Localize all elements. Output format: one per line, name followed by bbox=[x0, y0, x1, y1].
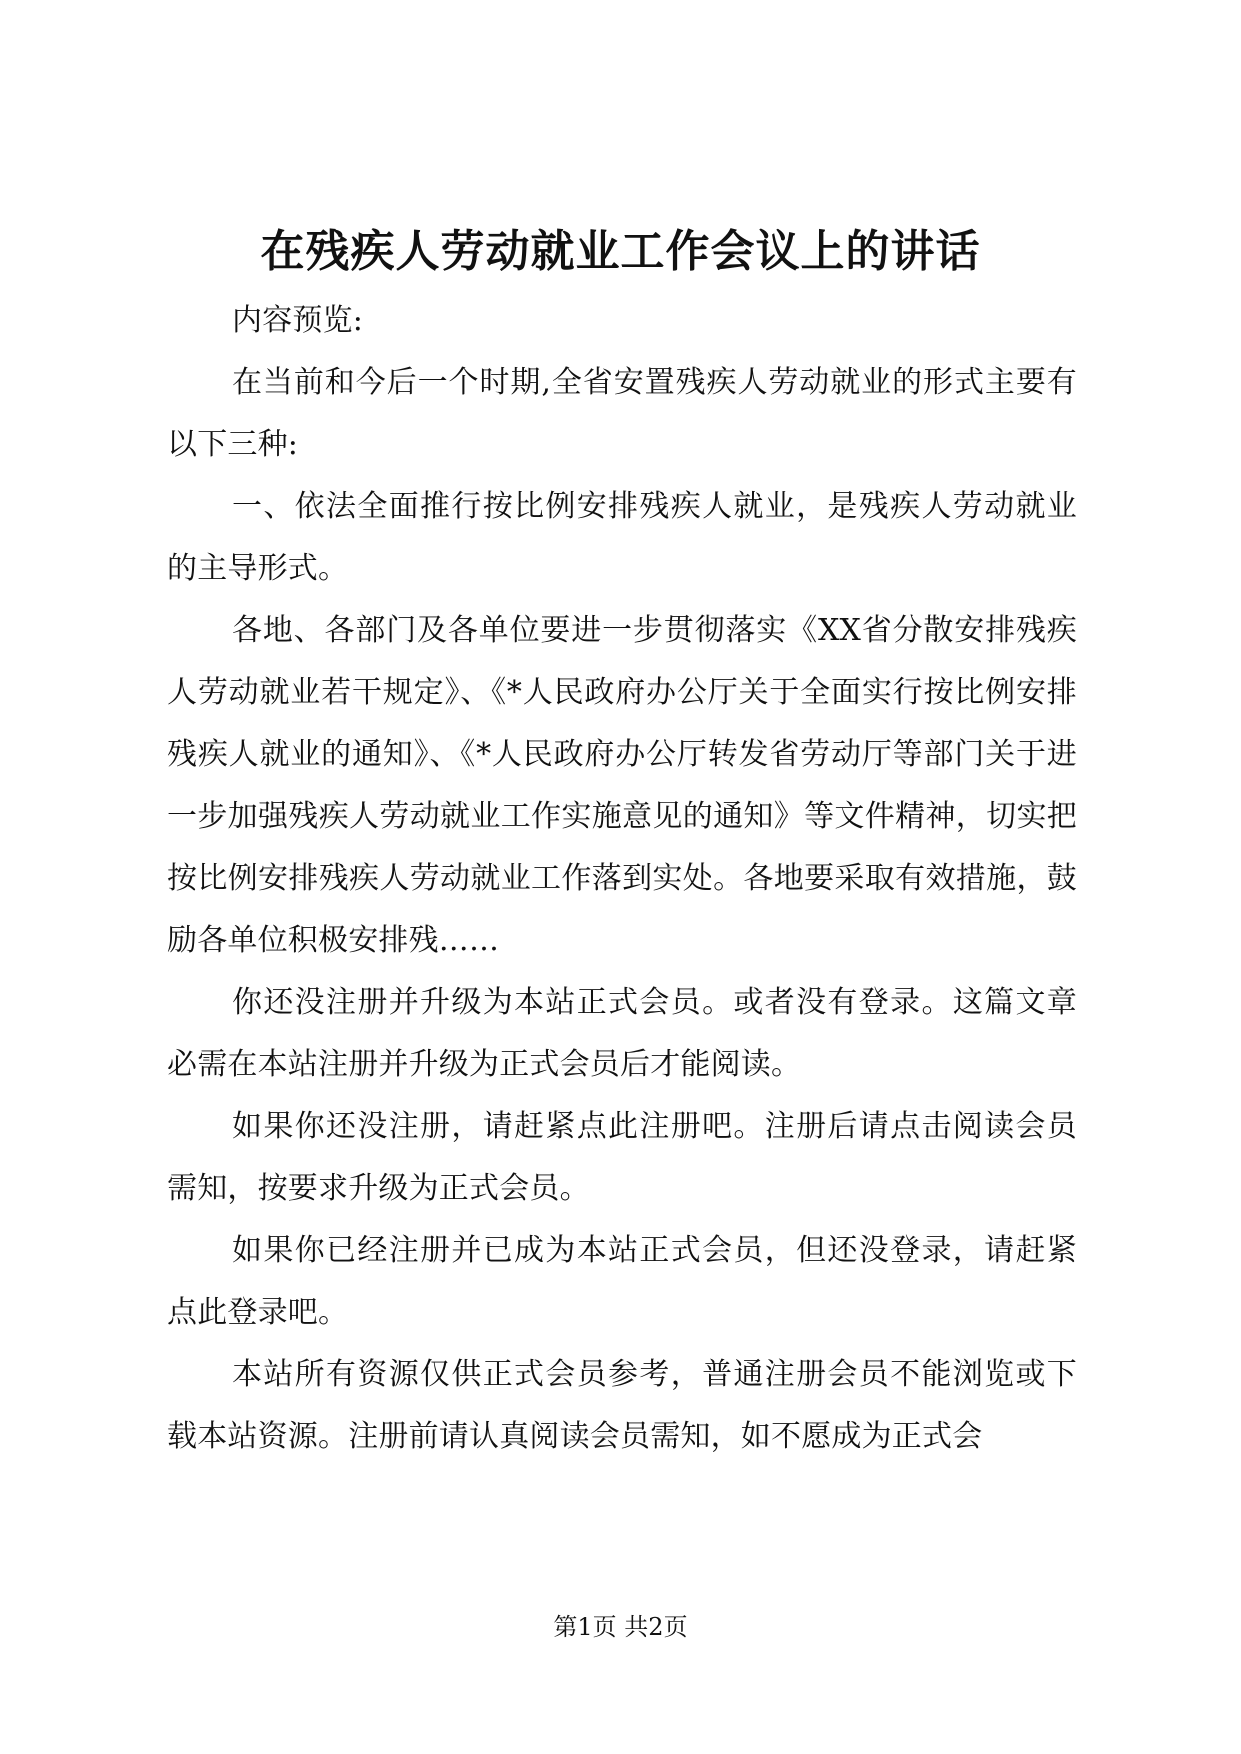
paragraph-resource-notice: 本站所有资源仅供正式会员参考，普通注册会员不能浏览或下载本站资源。注册前请认真阅读会员需知，如不愿成为正式会 bbox=[167, 1357, 1077, 1454]
paragraph-policy: 各地、各部门及各单位要进一步贯彻落实《XX省分散安排残疾人劳动就业若干规定》、《*人民政府办公厅关于全面实行按比例安排残疾人就业的通知》、《*人民政府办公厅转发省劳动厅等部门关于进一步加强残疾人劳动就业工作实施意见的通知》等文件精神，切实把按比例安排残疾人劳动就业工作落到实处。各地要采取有效措施，鼓励各单位积极安排残…… bbox=[167, 613, 1077, 958]
page-number-footer: 第1页 共2页 bbox=[553, 1613, 688, 1641]
paragraph-membership-notice: 你还没注册并升级为本站正式会员。或者没有登录。这篇文章必需在本站注册并升级为正式会员后才能阅读。 bbox=[167, 985, 1077, 1082]
paragraph-point-one: 一、依法全面推行按比例安排残疾人就业，是残疾人劳动就业的主导形式。 bbox=[167, 489, 1077, 586]
paragraph-register-prompt: 如果你还没注册，请赶紧点此注册吧。注册后请点击阅读会员需知，按要求升级为正式会员。 bbox=[167, 1109, 1077, 1206]
document-title: 在残疾人劳动就业工作会议上的讲话 bbox=[260, 226, 981, 277]
paragraph-intro: 在当前和今后一个时期,全省安置残疾人劳动就业的形式主要有以下三种: bbox=[167, 365, 1077, 462]
paragraph-preview-label: 内容预览: bbox=[232, 303, 364, 338]
document-body bbox=[167, 290, 1077, 1468]
paragraph-login-prompt: 如果你已经注册并已成为本站正式会员，但还没登录，请赶紧点此登录吧。 bbox=[167, 1233, 1077, 1330]
